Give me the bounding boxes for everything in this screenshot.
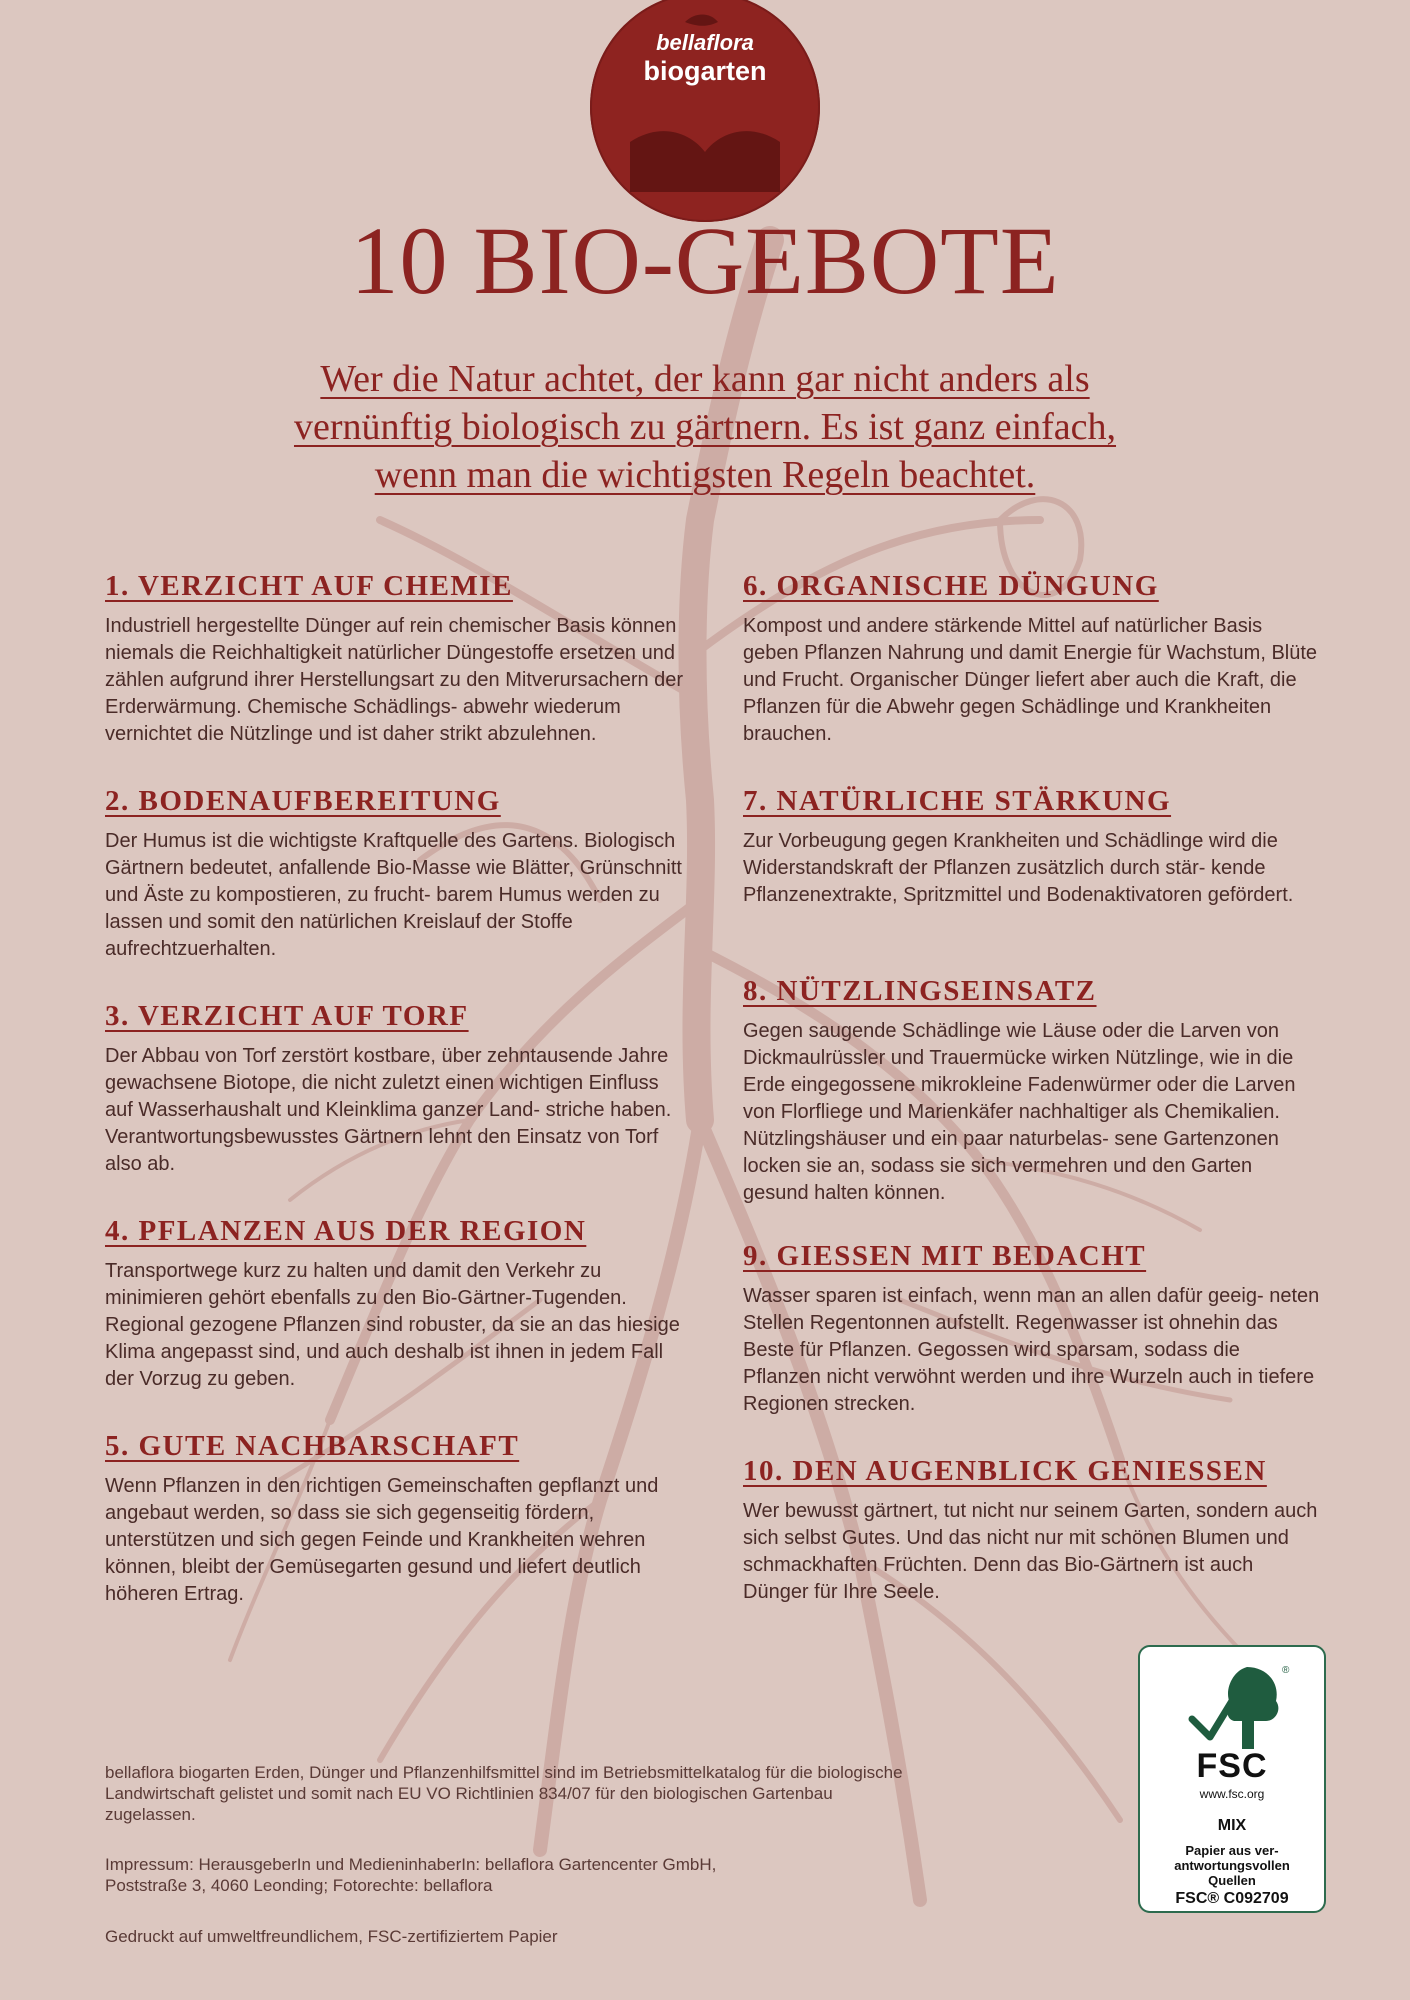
rule-6 xyxy=(743,570,1323,748)
rule-heading: 10. DEN AUGENBLICK GENIESSEN xyxy=(743,1455,1267,1487)
rule-7 xyxy=(743,785,1323,909)
fsc-certification-badge xyxy=(1138,1645,1326,1913)
rule-heading: 5. GUTE NACHBARSCHAFT xyxy=(105,1430,520,1462)
rule-heading: 6. ORGANISCHE DÜNGUNG xyxy=(743,570,1159,602)
rule-text: Wasser sparen ist einfach, wenn man an allen dafür geeig- neten Stellen Regentonnen aufstellt. Regenwasser ist ohnehin das Beste für Pflanzen. Gegossen wird sparsam, sodass die Pflanzen nicht verwöhnt werden und ihre Wurzeln auch in tiefere Regionen strecken. xyxy=(743,1285,1320,1415)
rule-heading: 4. PFLANZEN AUS DER REGION xyxy=(105,1215,587,1247)
logo-line-2: biogarten xyxy=(643,56,767,86)
rule-4 xyxy=(105,1215,685,1393)
fsc-description: Papier aus ver- antwortungsvollen Quellen xyxy=(1174,1843,1290,1888)
brand-logo xyxy=(590,0,820,222)
impressum-line-2: Poststraße 3, 4060 Leonding; Fotorechte: bellaflora xyxy=(105,1876,493,1895)
rule-text: Transportwege kurz zu halten und damit den Verkehr zu minimieren gehört ebenfalls zu den Bio-Gärtner-Tugenden. Regional gezogene Pflanzen sind robuster, da sie an das hiesige Klima angepasst sind, und auch deshalb ist ihnen in jedem Fall der Vorzug zu geben. xyxy=(105,1260,680,1390)
rule-1 xyxy=(105,570,685,748)
rule-text: Zur Vorbeugung gegen Krankheiten und Schädlinge wird die Widerstandskraft der Pflanzen zusätzlich durch stär- kende Pflanzenextrakte, Spritzmittel und Bodenaktivatoren gefördert. xyxy=(743,830,1294,906)
rule-9 xyxy=(743,1240,1323,1418)
rule-heading: 2. BODENAUFBEREITUNG xyxy=(105,785,501,817)
fsc-url: www.fsc.org xyxy=(1199,1787,1265,1801)
rule-text: Wenn Pflanzen in den richtigen Gemeinschaften gepflanzt und angebaut werden, so dass sie sich gegenseitig fördern, unterstützen und sich gegen Feinde und Krankheiten wehren können, bleibt der Gemüsegarten gesund und liefert deutlich höheren Ertrag. xyxy=(105,1475,659,1605)
fsc-license-code: FSC® C092709 xyxy=(1175,1890,1289,1907)
rule-heading: 3. VERZICHT AUF TORF xyxy=(105,1000,469,1032)
rule-10 xyxy=(743,1455,1323,1606)
intro-line-2: vernünftig biologisch zu gärtnern. Es ist ganz einfach, xyxy=(293,406,1117,448)
rule-heading: 7. NATÜRLICHE STÄRKUNG xyxy=(743,785,1172,817)
rule-text: Kompost und andere stärkende Mittel auf natürlicher Basis geben Pflanzen Nahrung und damit Energie für Wachstum, Blüte und Frucht. Organischer Dünger liefert aber auch die Kraft, die Pflanzen für die Abwehr gegen Schädlinge und Krankheiten brauchen. xyxy=(743,615,1318,745)
rule-text: Gegen saugende Schädlinge wie Läuse oder die Larven von Dickmaulrüssler und Trauermücke wirken Nützlinge, wie in die Erde eingegossene mikrokleine Fadenwürmer oder die Larven von Florfliege und Marienkäfer nachhaltiger als Chemikalien. Nützlingshäuser und ein paar naturbelas- sene Gartenzonen locken sie an, sodass sie sich vermehren und den Garten gesund halten können. xyxy=(743,1020,1296,1204)
intro-line-1: Wer die Natur achtet, der kann gar nicht anders als xyxy=(320,358,1090,400)
page-title: 10 BIO-GEBOTE xyxy=(350,207,1060,314)
intro-text xyxy=(180,355,1230,499)
svg-text:®: ® xyxy=(1282,1665,1290,1676)
rule-2 xyxy=(105,785,685,963)
rule-heading: 8. NÜTZLINGSEINSATZ xyxy=(743,975,1097,1007)
fsc-tree-icon xyxy=(1172,1661,1292,1753)
footer-printed-note: Gedruckt auf umweltfreundlichem, FSC-zertifiziertem Papier xyxy=(105,1927,558,1946)
fsc-mix-label: MIX xyxy=(1217,1817,1247,1834)
rule-heading: 9. GIESSEN MIT BEDACHT xyxy=(743,1240,1147,1272)
rule-heading: 1. VERZICHT AUF CHEMIE xyxy=(105,570,513,602)
rule-3 xyxy=(105,1000,685,1178)
logo-line-1: bellaflora xyxy=(656,30,754,55)
rule-text: Industriell hergestellte Dünger auf rein chemischer Basis können niemals die Reichhaltigkeit natürlicher Düngestoffe ersetzen und zählen aufgrund ihrer Herstellungsart zu den Mitverursachern der Erderwärmung. Chemische Schädlings- abwehr wiederum vernichtet die Nützlinge und ist daher strikt abzulehnen. xyxy=(105,615,684,745)
rule-5 xyxy=(105,1430,685,1608)
footer-catalog-note: bellaflora biogarten Erden, Dünger und Pflanzenhilfsmittel sind im Betriebsmittelkatalog für die biologische Landwirtschaft gelistet und somit nach EU VO Richtlinien 834/07 für den biologischen Gartenbau zugelassen. xyxy=(105,1763,903,1824)
impressum-line-1: Impressum: HerausgeberIn und MedieninhaberIn: bellaflora Gartencenter GmbH, xyxy=(105,1855,717,1874)
rule-text: Der Abbau von Torf zerstört kostbare, über zehntausende Jahre gewachsene Biotope, die nicht zuletzt einen wichtigen Einfluss auf Wasserhaushalt und Kleinklima ganzer Land- striche haben. Verantwortungsbewusstes Gärtnern lehnt den Einsatz von Torf also ab. xyxy=(105,1045,672,1175)
rule-text: Der Humus ist die wichtigste Kraftquelle des Gartens. Biologisch Gärtnern bedeutet, anfallende Bio-Masse wie Blätter, Grünschnitt und Äste zu kompostieren, zu frucht- barem Humus werden zu lassen und somit den natürlichen Kreislauf der Stoffe aufrechtzuerhalten. xyxy=(105,830,682,960)
footer-impressum xyxy=(105,1854,925,1896)
rule-8 xyxy=(743,975,1323,1207)
rule-text: Wer bewusst gärtnert, tut nicht nur seinem Garten, sondern auch sich selbst Gutes. Und das nicht nur mit schönen Blumen und schmackhaften Früchten. Denn das Bio-Gärtnern ist auch Dünger für Ihre Seele. xyxy=(743,1500,1318,1603)
fsc-logo-text: FSC xyxy=(1196,1747,1268,1785)
intro-line-3: wenn man die wichtigsten Regeln beachtet. xyxy=(374,454,1036,496)
